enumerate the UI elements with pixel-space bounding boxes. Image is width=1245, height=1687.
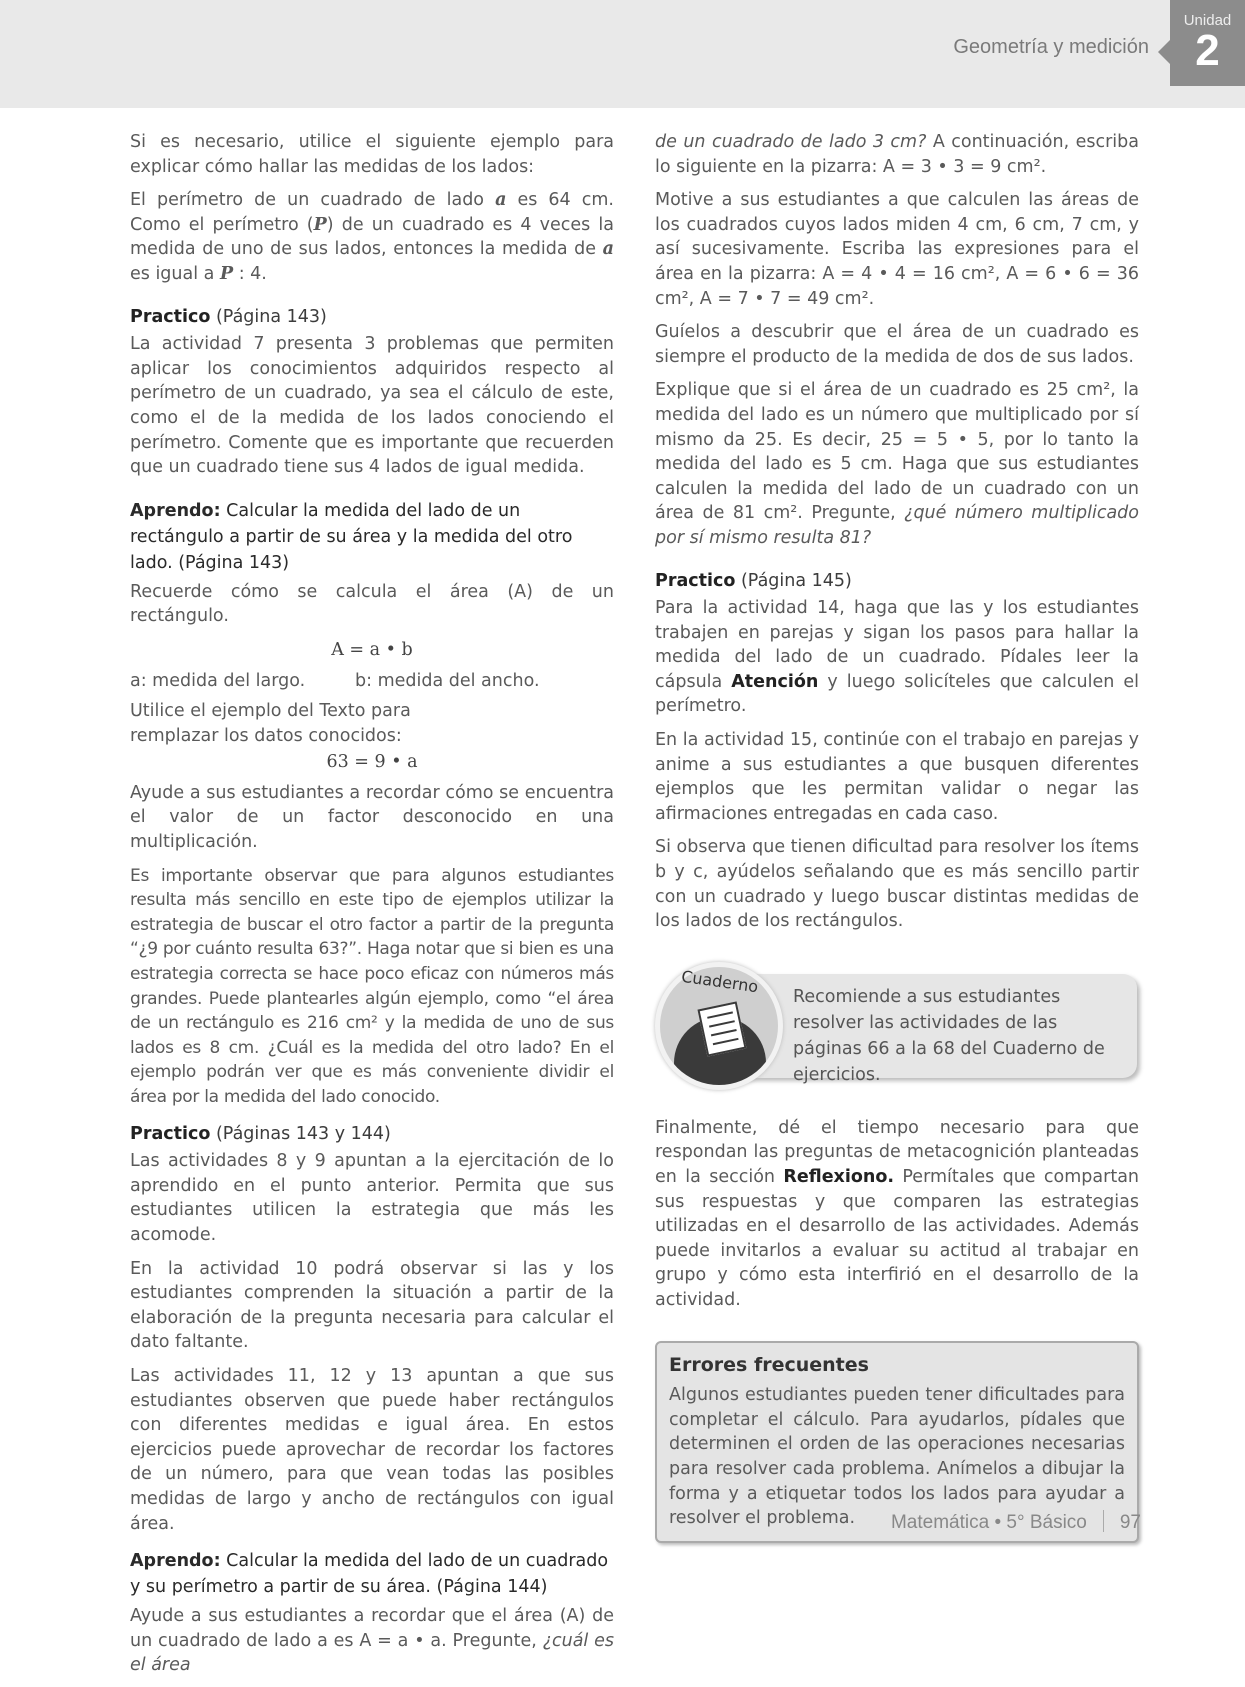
formula: 63 = 9 • a <box>326 752 418 773</box>
cuaderno-label: Cuaderno <box>680 966 760 997</box>
paragraph: Finalmente, dé el tiempo necesario para que respondan las preguntas de metacognición planteadas en la sección Reflexiono. Permítales que compartan sus respuestas y que comparen las estrategias utilizadas en el desarrollo de las actividades. Además puede invitarlos a evaluar su actitud al trabajar en grupo y cómo esta interfirió en el desarrollo de la actividad. <box>655 1117 1140 1310</box>
paragraph: Motive a sus estudiantes a que calculen las áreas de los cuadrados cuyos lados miden 4 cm, 6 cm, 7 cm, y así sucesivamente. Escriba las expresiones para el área en la pizarra: A = 4 • 4 = 16 cm², A = 6 • 6 = 36 cm², A = 7 • 7 = 49 cm². <box>655 190 1139 309</box>
unit-label: Unidad <box>1183 12 1232 29</box>
left-column <box>130 130 614 1687</box>
cuaderno-callout <box>655 962 1139 1090</box>
errores-text: Algunos estudiantes pueden tener dificultades para completar el cálculo. Para ayudarlos, pídales que determinen el orden de las operaciones necesarias para resolver cada problema. Anímelos a dibujar la forma y a etiquetar todos los lados para ayudar a resolver el problema. <box>669 1385 1125 1529</box>
cuaderno-text: Recomiende a sus estudiantes resolver las actividades de las páginas 66 a la 68 del Cuaderno de ejercicios. <box>793 986 1105 1085</box>
footer-divider <box>1103 1510 1104 1532</box>
errores-title: Errores frecuentes <box>669 1353 869 1376</box>
paragraph: Las actividades 11, 12 y 13 apuntan a que sus estudiantes observen que puede haber rectángulos con diferentes medidas e igual área. En estos ejercicios puede aprovechar de recordar los factores de un número, para que vean todas las posibles medidas de largo y ancho de rectángulos con igual área. <box>130 1365 614 1534</box>
page-header <box>0 0 1245 108</box>
section-heading: Practico (Página 143) <box>130 306 327 327</box>
section-title: Geometría y medición <box>953 36 1149 58</box>
definition-b: b: medida del ancho. <box>355 670 540 691</box>
section-heading: Practico (Página 145) <box>655 570 852 591</box>
paragraph: de un cuadrado de lado 3 cm? A continuación, escriba lo siguiente en la pizarra: A = 3 • 3 = 9 cm². <box>655 132 1139 177</box>
formula: A = a • b <box>331 639 413 660</box>
paragraph: Si es necesario, utilice el siguiente ejemplo para explicar cómo hallar las medidas de los lados: <box>130 132 614 177</box>
section-heading: Practico (Páginas 143 y 144) <box>130 1123 391 1144</box>
paragraph: Para la actividad 14, haga que las y los estudiantes trabajen en parejas y sigan los pasos para hallar la medida del lado de un cuadrado. Pídales leer la cápsula Atención y luego solicíteles que calculen el perímetro. <box>655 598 1139 717</box>
paragraph: La actividad 7 presenta 3 problemas que permiten aplicar los conocimientos adquiridos respecto al perímetro de un cuadrado, ya sea el cálculo de este, como el de la medida de los lados conociendo el perímetro. Comente que es importante que recuerden que un cuadrado tiene sus 4 lados de igual medida. <box>130 334 614 478</box>
definition-a: a: medida del largo. <box>130 670 306 691</box>
paragraph: Ayude a sus estudiantes a recordar cómo se encuentra el valor de un factor desconocido en una multiplicación. <box>130 782 614 853</box>
paragraph: El perímetro de un cuadrado de lado a es 64 cm. Como el perímetro (P) de un cuadrado es 4 veces la medida de uno de sus lados, entonces la medida de a es igual a P : 4. <box>130 190 614 284</box>
paragraph: Si observa que tienen dificultad para resolver los ítems b y c, ayúdelos señalando que es más sencillo partir con un cuadrado y luego buscar distintas medidas de los lados de los rectángulos. <box>655 837 1139 932</box>
page-footer <box>891 1510 1141 1534</box>
unit-tab <box>1170 0 1245 86</box>
section-arrow-icon <box>1158 40 1170 64</box>
cuaderno-box <box>745 974 1137 1085</box>
paragraph: Utilice el ejemplo del Texto para remplazar los datos conocidos: <box>130 701 411 746</box>
book-title: Matemática • 5° Básico <box>890 1512 1087 1533</box>
paragraph: Las actividades 8 y 9 apuntan a la ejercitación de lo aprendido en el punto anterior. Permita que sus estudiantes utilicen la estrategia que más les acomode. <box>130 1151 614 1245</box>
paragraph: Explique que si el área de un cuadrado es 25 cm², la medida del lado es un número que multiplicado por sí mismo da 25. Es decir, 25 = 5 • 5, por lo tanto la medida del lado es 5 cm. Haga que sus estudiantes calculen la medida del lado de un cuadrado con un área de 81 cm². Pregunte, ¿qué número multiplicado por sí mismo resulta 81? <box>655 380 1139 548</box>
definitions <box>130 669 614 694</box>
paragraph: Guíelos a descubrir que el área de un cuadrado es siempre el producto de la medida de dos de sus lados. <box>655 322 1139 367</box>
paragraph: Ayude a sus estudiantes a recordar que el área (A) de un cuadrado de lado a es A = a • a. Pregunte, ¿cuál es el área <box>130 1606 614 1676</box>
aprendo-heading: Aprendo: Calcular la medida del lado de un rectángulo a partir de su área y la medida del otro lado. (Página 143) <box>130 500 573 573</box>
paragraph: En la actividad 10 podrá observar si las y los estudiantes comprenden la situación a partir de la elaboración de la pregunta necesaria para calcular el dato faltante. <box>130 1258 614 1353</box>
paragraph: En la actividad 15, continúe con el trabajo en parejas y anime a sus estudiantes a que busquen diferentes ejemplos que les permitan validar o negar las afirmaciones entregadas en cada caso. <box>655 730 1139 824</box>
paragraph: Es importante observar que para algunos estudiantes resulta más sencillo en este tipo de ejemplos utilizar la estrategia de buscar el otro factor a partir de la pregunta “¿9 por cuánto resulta 63?”. Haga notar que si bien es una estrategia correcta se hace poco eficaz con números más grandes. Puede plantearles algún ejemplo, como “el área de un rectángulo es 216 cm² y la medida de uno de sus lados es 8 cm. ¿Cuál es la medida del otro lado? En el ejemplo podrán ver que es más conveniente dividir el área por la medida del lado conocido. <box>130 865 614 1107</box>
page-number: 97 <box>1119 1512 1141 1533</box>
paragraph: Recuerde cómo se calcula el área (A) de un rectángulo. <box>130 581 614 627</box>
right-column <box>655 130 1139 1543</box>
aprendo-heading: Aprendo: Calcular la medida del lado de un cuadrado y su perímetro a partir de su área. (Página 144) <box>130 1551 609 1598</box>
unit-number: 2 <box>1195 26 1220 75</box>
